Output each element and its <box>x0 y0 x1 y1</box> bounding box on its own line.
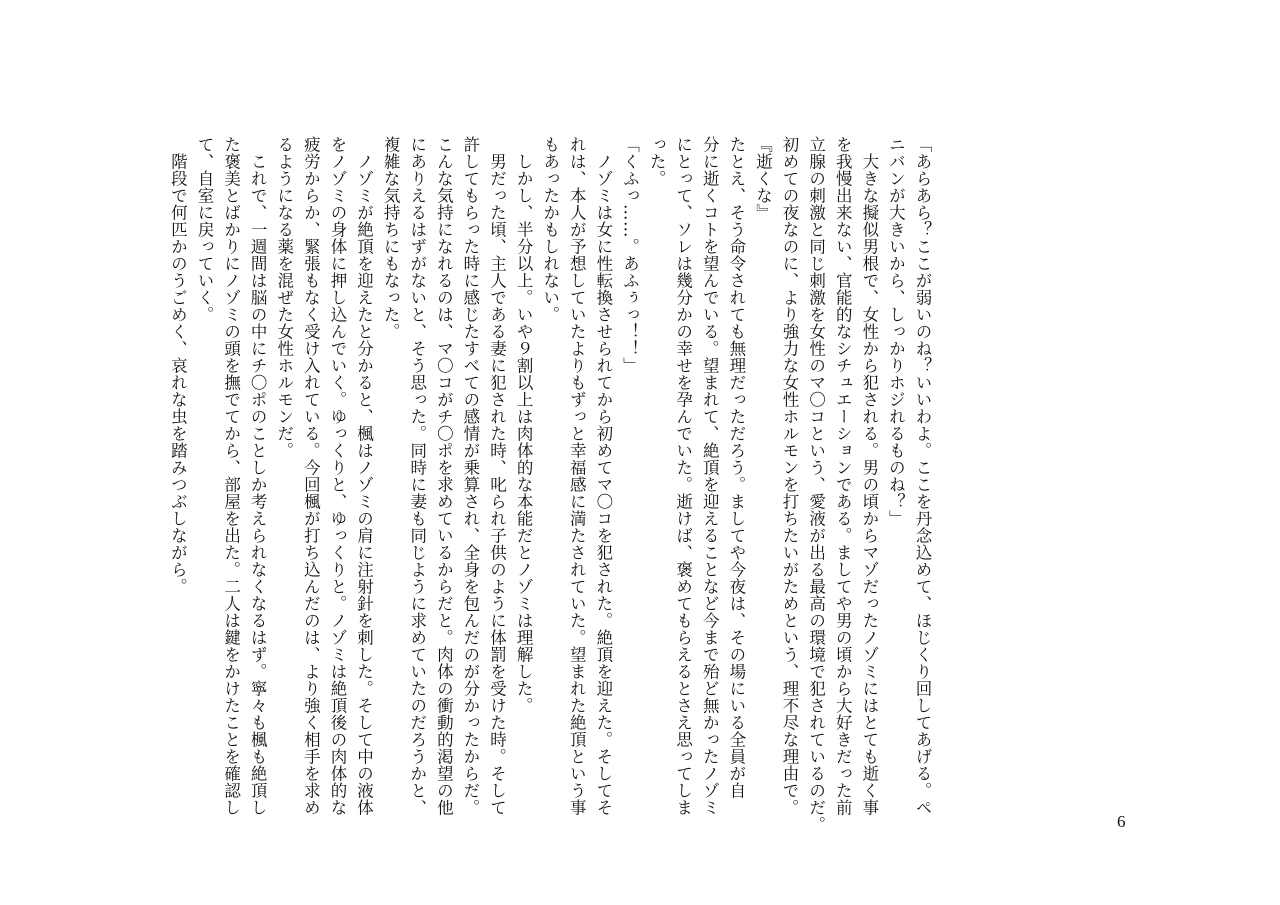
text-line: るようになる薬を混ぜた女性ホルモンだ。 <box>274 136 294 459</box>
text-line: 疲労からか、緊張もなく受け入れている。今回楓が打ち込んだのは、より強く相手を求め <box>301 136 321 816</box>
text-line: こんな気持になれるのは、マ〇コがチ〇ポを求めているからだと。肉体の衝動的渇望の他 <box>434 136 454 816</box>
text-line: れは、本人が予想していたよりもずっと幸福感に満たされていた。望まれた絶頂という事 <box>567 136 587 816</box>
text-line: これで、一週間は脳の中にチ〇ポのことしか考えられなくなるはず。寧々も楓も絶頂し <box>248 136 268 816</box>
text-line: をノゾミの身体に押し込んでいく。ゆっくりと、ゆっくりと。ノゾミは絶頂後の肉体的な <box>327 136 347 816</box>
text-line: った。 <box>647 136 667 187</box>
text-line: た褒美とばかりにノゾミの頭を撫でてから、部屋を出た。二人は鍵をかけたことを確認し <box>221 136 241 816</box>
text-line: 『逝くな』 <box>753 136 773 221</box>
text-line: 複雑な気持ちにもなった。 <box>381 136 401 340</box>
text-line: 立腺の刺激と同じ刺激を女性のマ〇コという、愛液が出る最高の環境で犯されているのだ。 <box>806 136 826 833</box>
text-line: もあったかもしれない。 <box>540 136 560 323</box>
text-line: ニバンが大きいから、しっかりホジれるものね？」 <box>886 136 906 527</box>
text-line: 許してもらった時に感じたすべての感情が乗算され、全身を包んだのが分かったからだ。 <box>460 136 480 816</box>
text-line: 階段で何匹かのうごめく、哀れな虫を踏みつぶしながら。 <box>168 136 188 595</box>
text-line: たとえ、そう命令されても無理だっただろう。ましてや今夜は、その場にいる全員が自 <box>726 136 746 799</box>
text-line: にありえるはずがないと、そう思った。同時に妻も同じように求めていたのだろうかと、 <box>407 136 427 816</box>
text-line: を我慢出来ない、官能的なシチュエーションである。ましてや男の頃から大好きだった前 <box>833 136 853 816</box>
text-line: ノゾミが絶頂を迎えたと分かると、楓はノゾミの肩に注射針を刺した。そして中の液体 <box>354 136 374 816</box>
text-line: にとって、ソレは幾分かの幸せを孕んでいた。逝けば、褒めてもらえるとさえ思ってしま <box>673 136 693 816</box>
text-line: しかし、半分以上。いや９割以上は肉体的な本能だとノゾミは理解した。 <box>514 136 534 714</box>
text-line: 分に逝くコトを望んでいる。望まれて、絶頂を迎えることなど今まで殆ど無かったノゾミ <box>700 136 720 816</box>
text-line: 男だった頃、主人である妻に犯された時、叱られ子供のように体罰を受けた時。そして <box>487 136 507 816</box>
text-line: ノゾミは女に性転換させられてから初めてマ〇コを犯された。絶頂を迎えた。そしてそ <box>593 136 613 816</box>
text-line: て、自室に戻っていく。 <box>194 136 214 323</box>
text-line: 「くふっ……。あふぅっ！！」 <box>620 136 640 374</box>
text-line: 大きな擬似男根で、女性から犯される。男の頃からマゾだったノゾミにはとても逝く事 <box>859 136 879 816</box>
body-text <box>164 136 935 833</box>
text-line: 「あらあら？ここが弱いのね？いいわよ。ここを丹念込めて、ほじくり回してあげる。ペ <box>913 136 932 816</box>
text-line: 初めての夜なのに、より強力な女性ホルモンを打ちたいがためという、理不尽な理由で。 <box>780 136 800 816</box>
page-number: 6 <box>1117 812 1126 831</box>
